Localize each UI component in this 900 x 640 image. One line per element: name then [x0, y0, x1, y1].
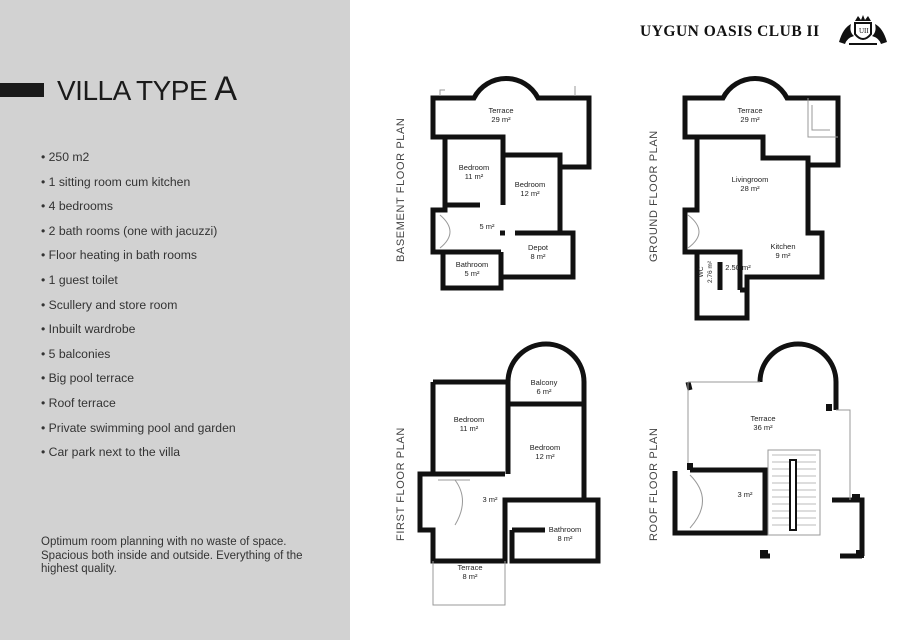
room-label: Depot 8 m²: [527, 243, 549, 261]
room-label: Terrace 36 m²: [750, 414, 776, 432]
room-label: Bedroom 12 m²: [514, 180, 546, 198]
description-text: Optimum room planning with no waste of space. Spacious both inside and outside. Everything of the highest quality.: [41, 536, 303, 575]
room-label: Bathroom 5 m²: [455, 260, 489, 278]
feature-item: • 250 m2: [41, 150, 236, 175]
feature-item: • 5 balconies: [41, 347, 236, 372]
room-label: 5 m²: [479, 222, 495, 231]
feature-item: • 1 sitting room cum kitchen: [41, 175, 236, 200]
room-label: 3 m²: [737, 490, 753, 499]
room-label: Kitchen 9 m²: [770, 242, 796, 260]
title-letter: A: [214, 70, 237, 108]
room-label: Livingroom 28 m²: [731, 175, 769, 193]
room-label: Bedroom 11 m²: [453, 415, 485, 433]
basement-plan-label: BASEMENT FLOOR PLAN: [395, 117, 407, 262]
feature-item: • 1 guest toilet: [41, 273, 236, 298]
roof-plan-label: ROOF FLOOR PLAN: [648, 427, 660, 541]
room-label: Terrace 29 m²: [737, 106, 763, 124]
room-label: Terrace 29 m²: [488, 106, 514, 124]
title-prefix: VILLA TYPE: [57, 75, 215, 106]
brand-name: UYGUN OASIS CLUB II: [640, 23, 820, 40]
feature-item: • Car park next to the villa: [41, 445, 236, 470]
feature-item: • 2 bath rooms (one with jacuzzi): [41, 224, 236, 249]
feature-item: • Inbuilt wardrobe: [41, 322, 236, 347]
feature-item: • Scullery and store room: [41, 298, 236, 323]
feature-item: • Private swimming pool and garden: [41, 421, 236, 446]
first-plan-label: FIRST FLOOR PLAN: [395, 427, 407, 541]
feature-item: • Roof terrace: [41, 396, 236, 421]
feature-item: • 4 bedrooms: [41, 199, 236, 224]
feature-item: • Big pool terrace: [41, 371, 236, 396]
room-label: 2.50 m²: [725, 263, 751, 272]
svg-text:U: U: [859, 27, 865, 35]
room-label: WC 2.76 m²: [698, 260, 714, 284]
feature-item: • Floor heating in bath rooms: [41, 248, 236, 273]
room-label: Balcony 6 m²: [530, 378, 558, 396]
room-label: Bathroom 8 m²: [548, 525, 582, 543]
svg-text:II: II: [864, 27, 869, 35]
room-label: Bedroom 12 m²: [529, 443, 561, 461]
room-label: Bedroom 11 m²: [458, 163, 490, 181]
room-label: Terrace 8 m²: [457, 563, 483, 581]
ground-plan-label: GROUND FLOOR PLAN: [648, 130, 660, 262]
room-label: 3 m²: [482, 495, 498, 504]
